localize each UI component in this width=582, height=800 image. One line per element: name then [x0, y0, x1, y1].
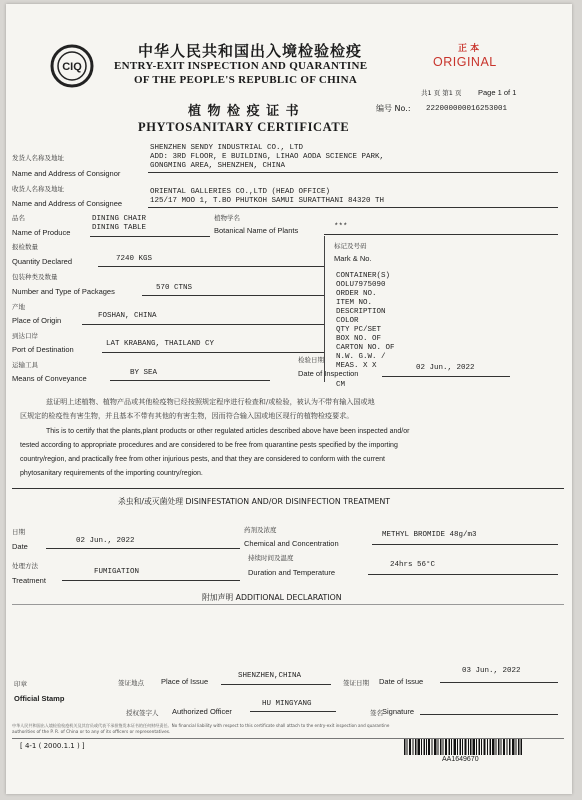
marks-label-en: Mark & No.	[334, 254, 372, 263]
certificate-page	[6, 4, 572, 794]
consignor-label-cn: 发货人名称及地址	[12, 154, 64, 162]
destination-label-cn: 到达口岸	[12, 332, 38, 340]
duration-value: 24hrs 56°C	[390, 561, 436, 569]
issue-date-value: 03 Jun., 2022	[462, 667, 521, 675]
fineprint-2: authorities of the P. R. of China or to any of its officers or representatives.	[12, 730, 171, 735]
treat-value: FUMIGATION	[94, 568, 140, 576]
additional-title: 附加声明 ADDITIONAL DECLARATION	[202, 593, 342, 602]
issue-date-label-cn: 签证日期	[343, 679, 369, 687]
chem-value: METHYL BROMIDE 48g/m3	[382, 531, 477, 539]
produce-label-cn: 品名	[12, 214, 25, 222]
marks-line-9: CARTON NO. OF	[336, 344, 395, 352]
destination-label-en: Port of Destination	[12, 345, 74, 354]
treat-underline	[62, 580, 240, 581]
statement-en-3: country/region, and practically free from other injurious pests, and that they are considered to conform with the current	[20, 456, 385, 463]
chem-label-cn: 药剂及浓度	[244, 526, 277, 534]
quantity-label-en: Quantity Declared	[12, 257, 73, 266]
page-count-en: Page 1 of 1	[478, 88, 517, 97]
conveyance-label-cn: 运输工具	[12, 361, 38, 369]
issue-date-underline	[440, 682, 558, 683]
section-divider	[12, 488, 564, 489]
produce-underline	[90, 236, 210, 237]
marks-line-10: N.W. G.W. /	[336, 353, 386, 361]
original-en: ORIGINAL	[433, 55, 497, 69]
botanical-underline	[324, 234, 558, 235]
packages-label-cn: 包装种类及数量	[12, 273, 58, 281]
inspection-date-label-cn: 检验日期	[298, 356, 324, 364]
number-value: 222000000016253001	[426, 105, 508, 113]
treatment-date-value: 02 Jun., 2022	[76, 537, 135, 545]
consignor-label-en: Name and Address of Consignor	[12, 169, 121, 178]
stamp-label-en: Official Stamp	[14, 694, 65, 703]
consignee-underline	[148, 207, 558, 208]
origin-label-cn: 产地	[12, 303, 25, 311]
form-code: [ 4-1 ( 2000.1.1 ) ]	[20, 742, 85, 750]
signature-label-cn: 签名	[370, 709, 383, 717]
quantity-underline	[98, 266, 324, 267]
produce-label-en: Name of Produce	[12, 228, 71, 237]
conveyance-label-en: Means of Conveyance	[12, 374, 87, 383]
origin-value: FOSHAN, CHINA	[98, 312, 157, 320]
botanical-label-cn: 植物学名	[214, 214, 240, 222]
barcode	[404, 739, 522, 755]
packages-value: 570 CTNS	[156, 284, 193, 292]
signature-underline	[420, 714, 558, 715]
issue-date-label-en: Date of Issue	[379, 677, 424, 686]
original-cn: 正 本	[458, 44, 480, 54]
svg-text:CIQ: CIQ	[62, 61, 82, 73]
page-count-cn: 共1 页 第1 页	[421, 89, 462, 97]
place-value: SHENZHEN,CHINA	[238, 672, 302, 680]
duration-label-cn: 持续时间及温度	[248, 554, 294, 562]
additional-rule	[12, 604, 564, 605]
header-title-en-2: OF THE PEOPLE'S REPUBLIC OF CHINA	[134, 74, 358, 86]
consignor-underline	[148, 172, 558, 173]
marks-label-cn: 标记及号码	[334, 242, 367, 250]
marks-line-8: BOX NO. OF	[336, 335, 382, 343]
officer-label-en: Authorized Officer	[172, 707, 232, 716]
header-title-en-1: ENTRY-EXIT INSPECTION AND QUARANTINE	[114, 60, 368, 72]
inspection-date-underline	[382, 376, 510, 377]
consignee-line-2: 125/17 MOO 1, T.BO PHUTKOH SAMUI SURATTHANI 84320 TH	[150, 197, 385, 205]
treatment-date-underline	[46, 548, 240, 549]
treatment-date-label-cn: 日期	[12, 528, 25, 536]
duration-label-en: Duration and Temperature	[248, 568, 335, 577]
statement-en-4: phytosanitary requirements of the importing country/region.	[20, 470, 203, 477]
conveyance-underline	[110, 380, 270, 381]
marks-line-2: OOLU7975090	[336, 281, 386, 289]
fineprint-1: 中华人民共和国出入境检验检疫机关及其官员或代表不承担签发本证书的任何财经责任。No financial liability with respect to this certificate shall attach to the entry-exit inspection and quarantine	[12, 723, 390, 728]
consignee-label-cn: 收货人名称及地址	[12, 185, 64, 193]
cert-title-cn: 植 物 检 疫 证 书	[188, 104, 300, 119]
marks-line-3: ORDER NO.	[336, 290, 377, 298]
consignor-line-2: ADD: 3RD FLOOR, E BUILDING, LIHAO AODA SCIENCE PARK,	[150, 153, 385, 161]
conveyance-value: BY SEA	[130, 369, 158, 377]
place-label-en: Place of Issue	[161, 677, 209, 686]
officer-underline	[250, 711, 336, 712]
marks-column-divider	[324, 236, 325, 382]
origin-underline	[82, 324, 324, 325]
quantity-value: 7240 KGS	[116, 255, 153, 263]
signature-label-en: Signature	[382, 707, 415, 716]
statement-en-2: tested according to appropriate procedures and are considered to be free from quarantine pests specified by the importing	[20, 442, 398, 449]
duration-underline	[368, 574, 558, 575]
cert-title-en: PHYTOSANITARY CERTIFICATE	[138, 120, 350, 134]
treat-label-en: Treatment	[12, 576, 46, 585]
marks-line-4: ITEM NO.	[336, 299, 373, 307]
statement-en-1: This is to certify that the plants,plant products or other regulated articles described above have been inspected and/or	[46, 428, 410, 435]
consignor-line-1: SHENZHEN SENDY INDUSTRIAL CO., LTD	[150, 144, 304, 152]
header-title-cn: 中华人民共和国出入境检验检疫	[138, 42, 363, 60]
marks-line-1: CONTAINER(S)	[336, 272, 391, 280]
barcode-text: AA1649670	[442, 756, 479, 763]
quantity-label-cn: 报检数量	[12, 243, 38, 251]
place-label-cn: 签证地点	[118, 679, 144, 687]
treat-label-cn: 处理方法	[12, 562, 38, 570]
officer-value: HU MINGYANG	[262, 700, 312, 708]
ciq-logo	[50, 44, 94, 88]
botanical-label-en: Botanical Name of Plants	[214, 226, 299, 235]
botanical-value: ***	[334, 223, 348, 231]
packages-label-en: Number and Type of Packages	[12, 287, 115, 296]
marks-line-5: DESCRIPTION	[336, 308, 386, 316]
treatment-date-label-en: Date	[12, 542, 28, 551]
chem-label-en: Chemical and Concentration	[244, 539, 339, 548]
marks-line-12: CM	[336, 381, 346, 389]
marks-line-11: MEAS. X X	[336, 362, 377, 370]
chem-underline	[372, 544, 558, 545]
produce-line-2: DINING TABLE	[92, 224, 147, 232]
statement-cn-2: 区规定的检疫性有害生物，并且基本不带有其他的有害生物，因而符合输入国或地区现行的植物检疫要求。	[20, 411, 354, 420]
destination-value: LAT KRABANG, THAILAND CY	[106, 340, 215, 348]
consignee-line-1: ORIENTAL GALLERIES CO.,LTD (HEAD OFFICE)	[150, 188, 331, 196]
destination-underline	[102, 352, 324, 353]
marks-line-7: QTY PC/SET	[336, 326, 382, 334]
consignor-line-3: GONGMING AREA, SHENZHEN, CHINA	[150, 162, 286, 170]
place-underline	[221, 684, 331, 685]
produce-line-1: DINING CHAIR	[92, 215, 147, 223]
statement-cn-1: 兹证明上述植物、植物产品或其他检疫物已经按照规定程序进行检查和/或检验，被认为不带有输入国或地	[46, 397, 375, 406]
inspection-date-label-en: Date of Inspection	[298, 369, 359, 378]
origin-label-en: Place of Origin	[12, 316, 62, 325]
stamp-label-cn: 印章	[14, 680, 27, 688]
officer-label-cn: 授权签字人	[126, 709, 159, 717]
number-label: 编号 No.:	[376, 104, 411, 113]
packages-underline	[142, 295, 324, 296]
treatment-section-title: 杀虫和/或灭菌处理 DISINFESTATION AND/OR DISINFECTION TREATMENT	[118, 497, 391, 506]
inspection-date-value: 02 Jun., 2022	[416, 364, 475, 372]
consignee-label-en: Name and Address of Consignee	[12, 199, 123, 208]
marks-line-6: COLOR	[336, 317, 359, 325]
